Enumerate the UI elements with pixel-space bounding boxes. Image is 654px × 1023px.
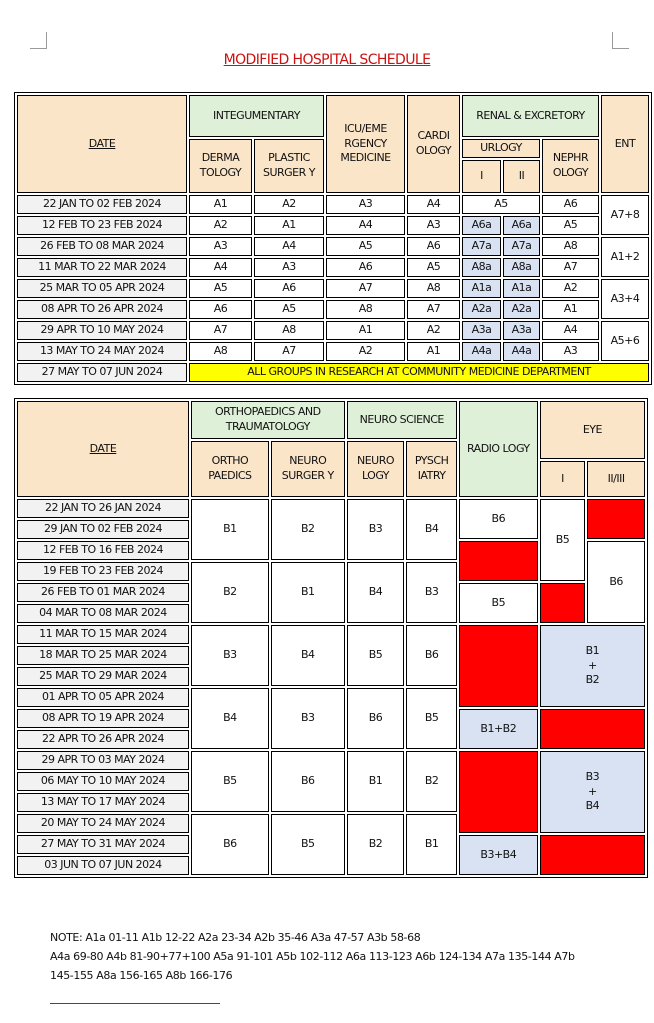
neurology-cell: B4 [347,562,405,623]
derma-cell: A6 [189,300,252,319]
integumentary-header: INTEGUMENTARY [189,95,324,137]
nephro-cell: A8 [542,237,599,256]
urology-2-header: II [503,160,540,193]
date-cell: 12 FEB TO 23 FEB 2024 [17,216,187,235]
nephro-cell: A2 [542,279,599,298]
urology-2-cell: A7a [503,237,540,256]
plastic-cell: A5 [254,300,324,319]
plastic-cell: A8 [254,321,324,340]
nephro-cell: A5 [542,216,599,235]
schedule-table-a [14,92,652,385]
date-cell: 26 FEB TO 08 MAR 2024 [17,237,187,256]
radiology-cell: B5 [459,583,538,623]
ortho-cell: B5 [191,751,269,812]
urology-2-cell: A3a [503,321,540,340]
icu-cell: A1 [326,321,405,340]
ortho-cell: B4 [191,688,269,749]
eye-plus-sign: + [588,658,597,672]
urology-1-cell: A3a [462,321,501,340]
nephro-cell: A7 [542,258,599,277]
plastic-cell: A1 [254,216,324,235]
derma-cell: A1 [189,195,252,214]
date-cell: 04 MAR TO 08 MAR 2024 [17,604,189,623]
cardio-cell: A2 [407,321,460,340]
ent-cell: A1+2 [601,237,649,277]
derma-cell: A5 [189,279,252,298]
icu-cell: A8 [326,300,405,319]
date-cell: 06 MAY TO 10 MAY 2024 [17,772,189,791]
ortho-trauma-header: ORTHOPAEDICS AND TRAUMATOLOGY [191,401,345,439]
eye-1-cell: B5 [540,499,586,581]
icu-cell: A4 [326,216,405,235]
neurosurgery-cell: B6 [271,751,345,812]
note-line: NOTE: A1a 01-11 A1b 12-22 A2a 23-34 A2b 35-46 A3a 47-57 A3b 58-68 [50,931,421,944]
nephrology-header: NEPHR OLOGY [542,139,599,193]
derma-cell: A4 [189,258,252,277]
eye-1-header: I [540,461,586,497]
date-header: DATE [17,401,189,497]
eye-group-label: B1 [585,643,600,657]
urology-2-cell: A8a [503,258,540,277]
neurosurgery-cell: B5 [271,814,345,875]
icu-cell: A3 [326,195,405,214]
cardio-cell: A8 [407,279,460,298]
urology-2-cell: A2a [503,300,540,319]
icu-cell: A6 [326,258,405,277]
icu-header: ICU/EME RGENCY MEDICINE [326,95,405,193]
date-cell: 19 FEB TO 23 FEB 2024 [17,562,189,581]
date-cell: 27 MAY TO 31 MAY 2024 [17,835,189,854]
psychiatry-cell: B4 [406,499,457,560]
page-title: MODIFIED HOSPITAL SCHEDULE [223,52,431,68]
plastic-cell: A7 [254,342,324,361]
date-cell: 08 APR TO 26 APR 2024 [17,300,187,319]
eye-combined-cell [540,625,645,707]
icu-cell: A2 [326,342,405,361]
neuro-science-header: NEURO SCIENCE [347,401,457,439]
urology-2-cell: A4a [503,342,540,361]
neurosurgery-cell: B4 [271,625,345,686]
eye-blocked-cell [540,709,645,749]
cardio-cell: A3 [407,216,460,235]
cardiology-header: CARDI OLOGY [407,95,460,193]
nephro-cell: A4 [542,321,599,340]
radiology-cell: B6 [459,499,538,539]
eye-plus-sign: + [588,784,597,798]
neurosurgery-cell: B3 [271,688,345,749]
date-cell: 25 MAR TO 05 APR 2024 [17,279,187,298]
renal-header: RENAL & EXCRETORY [462,95,599,137]
derma-cell: A7 [189,321,252,340]
group-number-note [50,928,610,985]
cardio-cell: A1 [407,342,460,361]
footer-divider [50,1003,220,1004]
date-cell: 22 JAN TO 26 JAN 2024 [17,499,189,518]
ent-header: ENT [601,95,649,193]
neurosurgery-cell: B1 [271,562,345,623]
schedule-table-b [14,398,648,878]
plastic-cell: A2 [254,195,324,214]
eye-2-header: II/III [587,461,645,497]
radiology-blocked-cell [459,625,538,707]
note-line: A4a 69-80 A4b 81-90+77+100 A5a 91-101 A5b 102-112 A6a 113-123 A6b 124-134 A7a 135-144 A7b [50,950,575,963]
urology-header: URLOGY [462,139,540,158]
date-cell: 13 MAY TO 24 MAY 2024 [17,342,187,361]
derma-cell: A3 [189,237,252,256]
derma-cell: A2 [189,216,252,235]
urology-1-cell: A1a [462,279,501,298]
date-cell: 01 APR TO 05 APR 2024 [17,688,189,707]
eye-1-blocked-cell [540,583,586,623]
cardio-cell: A4 [407,195,460,214]
neurosurgery-header: NEURO SURGER Y [271,441,345,497]
radiology-cell: B1+B2 [459,709,538,749]
ortho-cell: B2 [191,562,269,623]
plastic-surgery-header: PLASTIC SURGER Y [254,139,324,193]
ent-cell: A5+6 [601,321,649,361]
eye-blocked-cell [540,835,645,875]
note-line: 145-155 A8a 156-165 A8b 166-176 [50,969,233,982]
psychiatry-cell: B2 [406,751,457,812]
neurology-cell: B1 [347,751,405,812]
date-cell: 20 MAY TO 24 MAY 2024 [17,814,189,833]
urology-2-cell: A1a [503,279,540,298]
eye-group-label: B2 [585,673,600,687]
derma-cell: A8 [189,342,252,361]
orthopaedics-header: ORTHO PAEDICS [191,441,269,497]
psychiatry-cell: B1 [406,814,457,875]
ortho-cell: B6 [191,814,269,875]
neurology-cell: B6 [347,688,405,749]
date-cell: 29 APR TO 03 MAY 2024 [17,751,189,770]
eye-2-blocked-cell [587,499,645,539]
neurology-cell: B2 [347,814,405,875]
psychiatry-cell: B3 [406,562,457,623]
page-corner-mark-right [612,32,629,49]
date-cell: 22 JAN TO 02 FEB 2024 [17,195,187,214]
eye-header: EYE [540,401,645,459]
nephro-cell: A3 [542,342,599,361]
eye-group-label: B3 [585,769,600,783]
date-cell: 22 APR TO 26 APR 2024 [17,730,189,749]
urology-2-cell: A6a [503,216,540,235]
nephro-cell: A1 [542,300,599,319]
date-cell: 25 MAR TO 29 MAR 2024 [17,667,189,686]
page-corner-mark-left [30,32,47,49]
radiology-blocked-cell [459,541,538,581]
ortho-cell: B1 [191,499,269,560]
urology-cell: A5 [462,195,540,214]
date-cell: 11 MAR TO 22 MAR 2024 [17,258,187,277]
date-cell: 08 APR TO 19 APR 2024 [17,709,189,728]
date-cell: 29 APR TO 10 MAY 2024 [17,321,187,340]
urology-1-header: I [462,160,501,193]
icu-cell: A5 [326,237,405,256]
radiology-cell: B3+B4 [459,835,538,875]
ent-cell: A3+4 [601,279,649,319]
date-cell: 18 MAR TO 25 MAR 2024 [17,646,189,665]
radiology-header: RADIO LOGY [459,401,538,497]
date-cell: 11 MAR TO 15 MAR 2024 [17,625,189,644]
psychiatry-header: PYSCH IATRY [406,441,457,497]
neurosurgery-cell: B2 [271,499,345,560]
plastic-cell: A6 [254,279,324,298]
urology-1-cell: A4a [462,342,501,361]
urology-1-cell: A8a [462,258,501,277]
date-cell: 13 MAY TO 17 MAY 2024 [17,793,189,812]
neurology-header: NEURO LOGY [347,441,405,497]
ent-cell: A7+8 [601,195,649,235]
psychiatry-cell: B6 [406,625,457,686]
cardio-cell: A5 [407,258,460,277]
research-banner: ALL GROUPS IN RESEARCH AT COMMUNITY MEDICINE DEPARTMENT [189,363,649,382]
neurology-cell: B3 [347,499,405,560]
cardio-cell: A7 [407,300,460,319]
date-cell: 26 FEB TO 01 MAR 2024 [17,583,189,602]
eye-combined-cell [540,751,645,833]
cardio-cell: A6 [407,237,460,256]
urology-1-cell: A2a [462,300,501,319]
eye-2-cell: B6 [587,541,645,623]
urology-1-cell: A7a [462,237,501,256]
dermatology-header: DERMA TOLOGY [189,139,252,193]
date-cell: 29 JAN TO 02 FEB 2024 [17,520,189,539]
date-header: DATE [17,95,187,193]
radiology-blocked-cell [459,751,538,833]
icu-cell: A7 [326,279,405,298]
plastic-cell: A3 [254,258,324,277]
date-cell: 03 JUN TO 07 JUN 2024 [17,856,189,875]
plastic-cell: A4 [254,237,324,256]
neurology-cell: B5 [347,625,405,686]
ortho-cell: B3 [191,625,269,686]
nephro-cell: A6 [542,195,599,214]
research-date-cell: 27 MAY TO 07 JUN 2024 [17,363,187,382]
urology-1-cell: A6a [462,216,501,235]
date-cell: 12 FEB TO 16 FEB 2024 [17,541,189,560]
eye-group-label: B4 [585,799,600,813]
psychiatry-cell: B5 [406,688,457,749]
